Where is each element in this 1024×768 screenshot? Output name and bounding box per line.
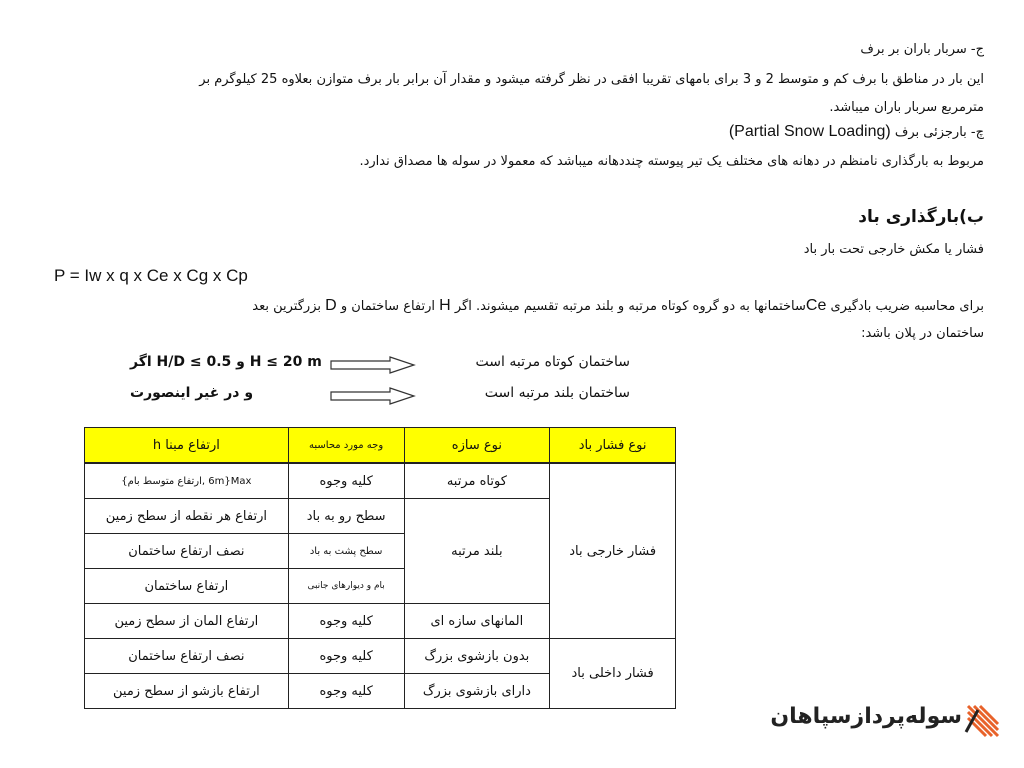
stripes-logo-icon <box>964 702 1002 738</box>
header-face: وجه مورد محاسبه <box>288 428 404 464</box>
condition-result: ساختمان بلند مرتبه است <box>484 385 630 401</box>
face-cell: بام و دیوارهای جانبی <box>288 569 404 604</box>
table-row <box>85 639 676 674</box>
wind-subheading: فشار یا مکش خارجی تحت بار باد <box>803 242 984 257</box>
header-pressure-type: نوع فشار باد <box>550 428 676 464</box>
wind-desc-e: بزرگترین بعد <box>252 299 326 314</box>
wind-description-1 <box>40 296 984 317</box>
right-arrow-icon <box>330 387 416 405</box>
rain-on-snow-title: ج- سربار باران بر برف <box>860 42 984 57</box>
structure-cell: کوتاه مرتبه <box>404 463 550 499</box>
rain-on-snow-body-2: مترمربع سربار باران میباشد. <box>829 100 984 115</box>
wind-desc-h: H <box>439 297 451 314</box>
table-header-row <box>85 428 676 464</box>
wind-desc-a: برای محاسبه ضریب بادگیری <box>826 299 984 314</box>
condition-expression: H ≤ 20 m و H/D ≤ 0.5 اگر <box>130 354 322 370</box>
external-pressure-cell: فشار خارجی باد <box>550 463 676 639</box>
wind-desc-d: D <box>325 297 337 314</box>
face-cell: سطح رو به باد <box>288 499 404 534</box>
header-reference-height: ارتفاع مبنا h <box>85 428 289 464</box>
company-logo <box>770 700 1002 740</box>
height-cell: ارتفاع بازشو از سطح زمین <box>85 674 289 709</box>
condition-result: ساختمان کوتاه مرتبه است <box>475 354 630 370</box>
face-cell: کلیه وجوه <box>288 639 404 674</box>
right-arrow-icon <box>330 356 416 374</box>
partial-snow-title-fa: چ- بارجزئی برف <box>894 125 984 140</box>
structure-cell: بلند مرتبه <box>404 499 550 604</box>
height-cell: ارتفاع المان از سطح زمین <box>85 604 289 639</box>
wind-formula: P = Iw x q x Ce x Cg x Cp <box>54 266 248 285</box>
height-cell: ارتفاع ساختمان <box>85 569 289 604</box>
wind-desc-b: ساختمانها به دو گروه کوتاه مرتبه و بلند مرتبه تقسیم میشوند. اگر <box>450 299 806 314</box>
height-cell: ارتفاع هر نقطه از سطح زمین <box>85 499 289 534</box>
face-cell: کلیه وجوه <box>288 674 404 709</box>
structure-cell: دارای بازشوی بزرگ <box>404 674 550 709</box>
partial-snow-title <box>40 122 984 143</box>
logo-text: سوله‌پردازسپاهان <box>770 704 962 729</box>
height-cell: نصف ارتفاع ساختمان <box>85 639 289 674</box>
height-cell: نصف ارتفاع ساختمان <box>85 534 289 569</box>
condition-low-rise <box>130 354 630 374</box>
partial-snow-body: مربوط به بارگذاری نامنظم در دهانه های مختلف یک تیر پیوسته چنددهانه میباشد که معمولا در سوله ها مصداق ندارد. <box>359 154 984 169</box>
wind-pressure-table <box>84 427 676 709</box>
structure-cell: بدون بازشوی بزرگ <box>404 639 550 674</box>
structure-cell: المانهای سازه ای <box>404 604 550 639</box>
face-cell: کلیه وجوه <box>288 463 404 499</box>
rain-on-snow-body-1: این بار در مناطق با برف کم و متوسط 2 و 3 برای بامهای تقریبا افقی در نظر گرفته میشود و مقدار آن برابر بار برف متوازن بعلاوه 25 کیلوگرم بر <box>199 72 984 87</box>
partial-snow-title-en: (Partial Snow Loading) <box>728 123 891 140</box>
face-cell: کلیه وجوه <box>288 604 404 639</box>
wind-desc-c: ارتفاع ساختمان و <box>336 299 440 314</box>
wind-description-2: ساختمان در پلان باشد: <box>861 326 984 341</box>
condition-high-rise <box>130 385 630 405</box>
table-row <box>85 463 676 499</box>
header-structure-type: نوع سازه <box>404 428 550 464</box>
condition-expression: و در غیر اینصورت <box>130 385 254 401</box>
internal-pressure-cell: فشار داخلی باد <box>550 639 676 709</box>
wind-heading: ب)بارگذاری باد <box>858 207 984 227</box>
wind-desc-ce: Ce <box>805 297 827 314</box>
height-cell: Max{6m ,ارتفاع متوسط بام} <box>85 463 289 499</box>
face-cell: سطح پشت به باد <box>288 534 404 569</box>
